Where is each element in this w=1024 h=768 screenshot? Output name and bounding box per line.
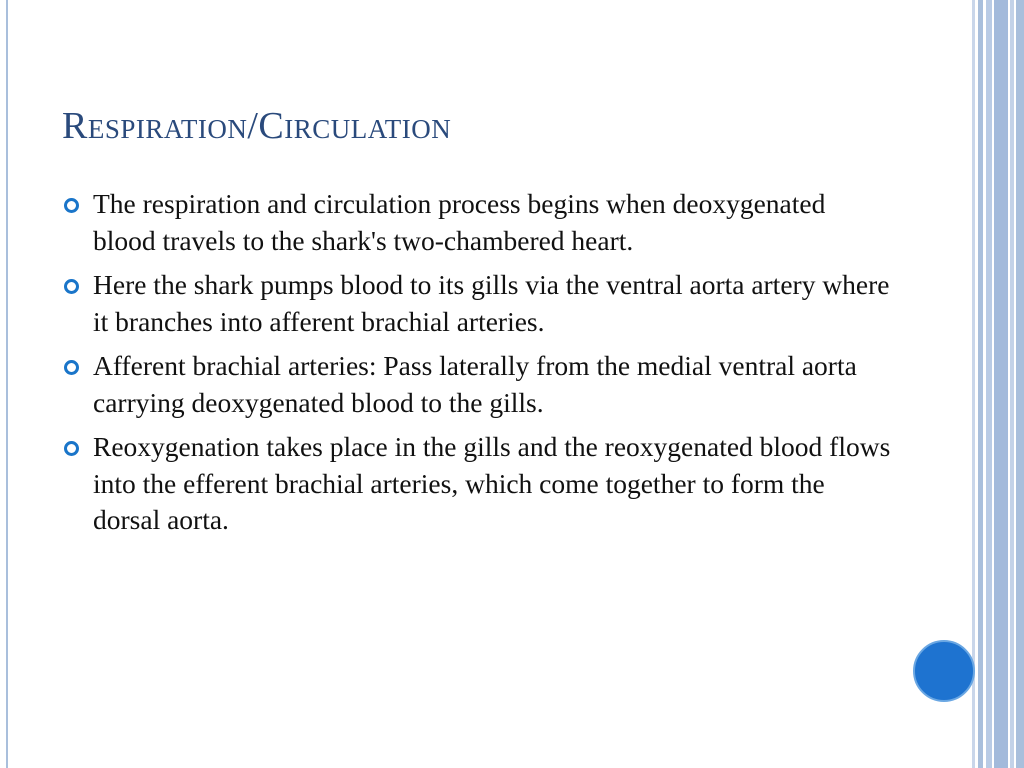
ring-bullet-icon [64,198,79,213]
bullet-text: Reoxygenation takes place in the gills and the reoxygenated blood flows into the efferent brachial arteries, which come together to form the dorsal aorta. [93,431,891,535]
bullet-item [62,186,892,259]
stripe-5 [1010,0,1014,768]
bullet-item [62,429,892,539]
ring-bullet-icon [64,360,79,375]
decorative-circle-icon [913,640,975,702]
stripe-4 [994,0,1008,768]
stripe-6 [1016,0,1024,768]
bullet-text: Here the shark pumps blood to its gills via the ventral aorta artery where it branches into afferent brachial arteries. [93,269,890,337]
bullet-text: Afferent brachial arteries: Pass laterally from the medial ventral aorta carrying deoxygenated blood to the gills. [93,350,857,418]
bullet-item [62,267,892,340]
ring-bullet-icon [64,441,79,456]
right-decorative-stripes [972,0,1024,768]
ring-bullet-icon [64,279,79,294]
slide-title: Respiration/Circulation [62,105,452,147]
bullet-item [62,348,892,421]
bullet-list [62,186,892,547]
bullet-text: The respiration and circulation process begins when deoxygenated blood travels to the shark's two-chambered heart. [93,188,826,256]
left-border-line [6,0,8,768]
stripe-2 [978,0,983,768]
stripe-3 [986,0,992,768]
stripe-1 [972,0,975,768]
